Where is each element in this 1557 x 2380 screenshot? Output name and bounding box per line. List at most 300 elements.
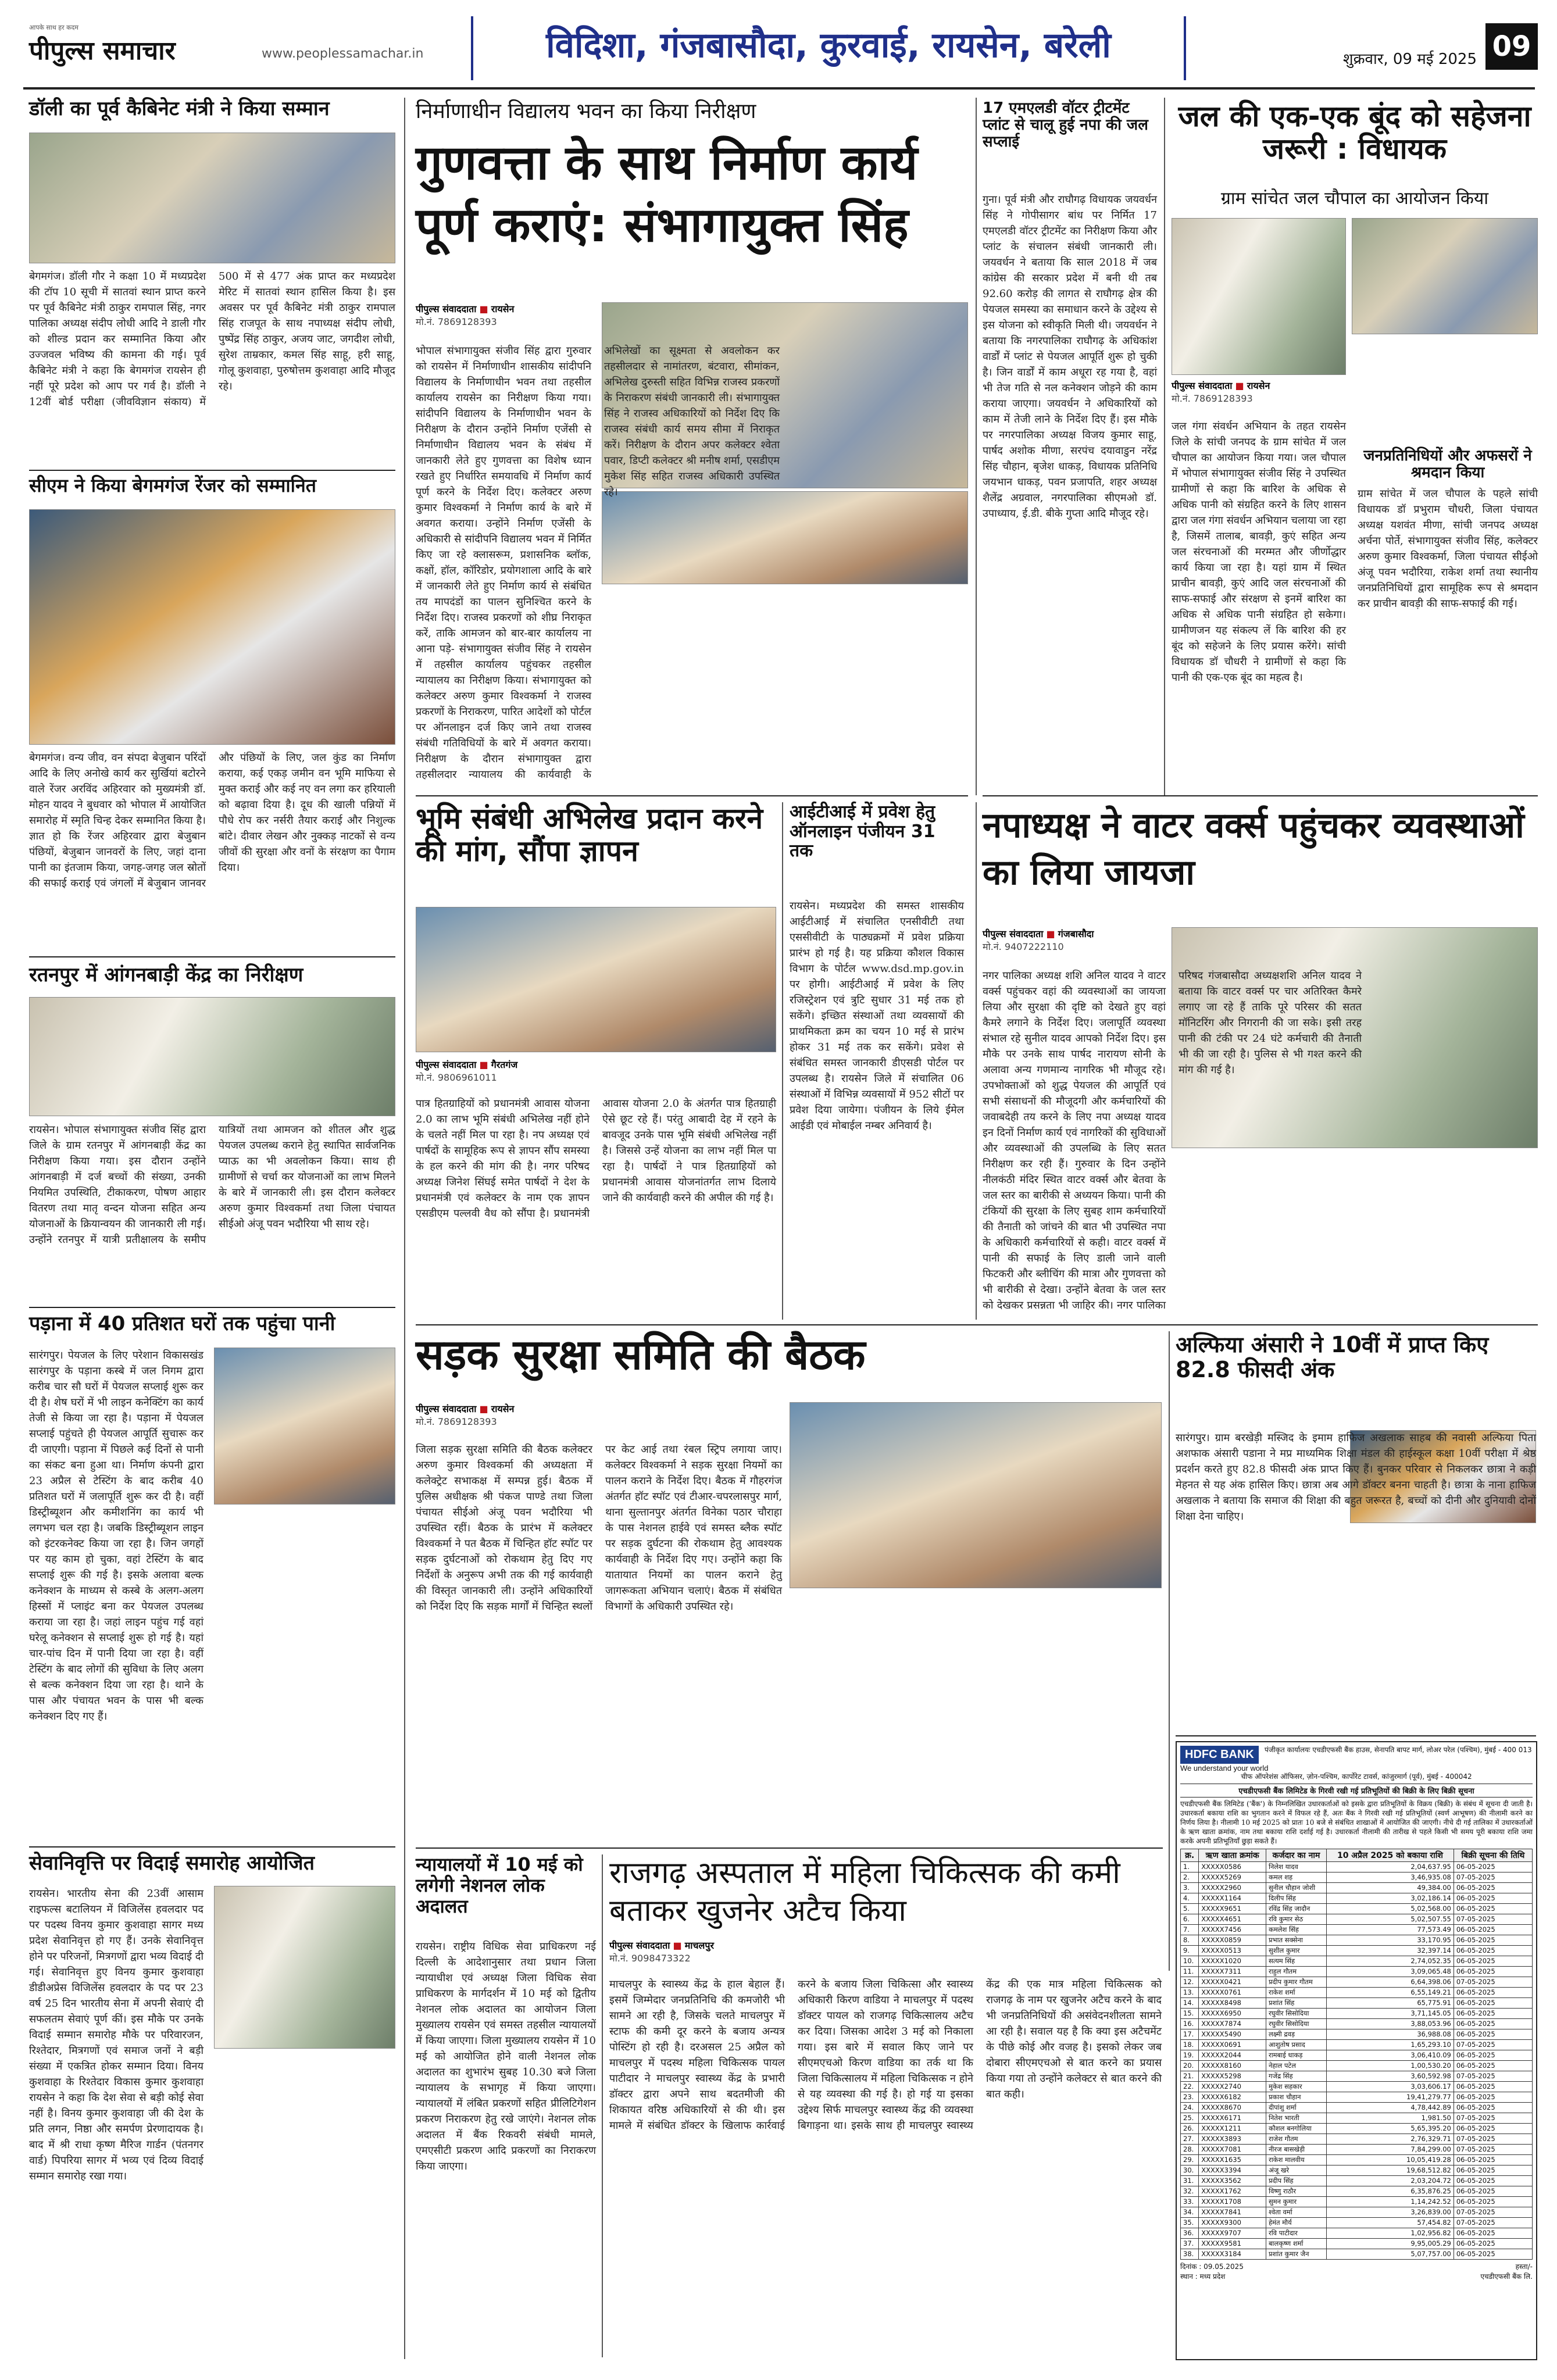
loan-table-cell: 21. (1181, 2071, 1199, 2081)
loan-table-cell: 06-05-2025 (1454, 1903, 1532, 1914)
loan-table-cell: लक्ष्मी द्रवड़ (1266, 2029, 1326, 2039)
a4-body-a (29, 1348, 203, 1842)
loan-table-cell: 11. (1181, 1966, 1199, 1977)
ww-phone: मो.नं. 9407222110 (983, 941, 1064, 952)
jal-body-cont (1352, 340, 1538, 445)
loan-table-cell: XXXXX3562 (1199, 2175, 1266, 2186)
loan-table-cell: XXXXX2740 (1199, 2081, 1266, 2092)
loan-table-cell: 3,03,606.17 (1327, 2081, 1454, 2092)
loan-table-header: 10 अप्रैल 2025 को बकाया राशि (1327, 1849, 1454, 1861)
loan-table-cell: XXXXX1635 (1199, 2154, 1266, 2165)
loan-table-row (1181, 1924, 1533, 1935)
masthead (0, 0, 1557, 99)
ww-headline: नपाध्यक्ष ने वाटर वर्क्स पहुंचकर व्यवस्थाओं का लिया जायजा (983, 805, 1524, 893)
loan-table-cell: रामबाई धाकड़ (1266, 2050, 1326, 2060)
loan-table-cell: 33. (1181, 2196, 1199, 2207)
loan-table-cell: XXXXX3893 (1199, 2134, 1266, 2144)
rule (29, 1307, 395, 1308)
notice-sign: एचडीएफसी बैंक लि. (1480, 2272, 1533, 2281)
loan-table-row (1181, 2165, 1533, 2175)
loan-table-cell: 16. (1181, 2018, 1199, 2029)
loan-table-row (1181, 1914, 1533, 1924)
loan-table-cell: 07-05-2025 (1454, 1872, 1532, 1882)
a3-headline: रतनपुर में आंगनबाड़ी केंद्र का निरीक्षण (29, 963, 303, 987)
ww-byline-org: पीपुल्स संवाददाता (983, 928, 1044, 939)
loan-table-cell: कौशल बनगोलिया (1266, 2123, 1326, 2134)
loan-table-row (1181, 2217, 1533, 2228)
loan-table-row (1181, 2071, 1533, 2081)
loan-table-row (1181, 2113, 1533, 2123)
loan-table-cell: प्रशांत कुमार जैन (1266, 2249, 1326, 2259)
loan-table-cell: 06-05-2025 (1454, 2238, 1532, 2249)
loan-table-cell: 25. (1181, 2113, 1199, 2123)
loan-table-cell: XXXXX0691 (1199, 2039, 1266, 2050)
loan-table-cell: 17. (1181, 2029, 1199, 2039)
loan-table-cell: 5,02,507.55 (1327, 1914, 1454, 1924)
bank-tagline: We understand your world (1180, 1764, 1269, 1773)
loan-table-cell: 3,71,145.05 (1327, 2008, 1454, 2018)
loan-table-cell: रघुवीर सिसोदिया (1266, 2008, 1326, 2018)
jal-byline-org: पीपुल्स संवाददाता (1172, 380, 1233, 391)
loan-table-cell: XXXXX9707 (1199, 2228, 1266, 2238)
loan-table-cell: 5,65,395.20 (1327, 2123, 1454, 2134)
loan-table-cell: विष्णु राठौर (1266, 2186, 1326, 2196)
loan-table-row (1181, 1966, 1533, 1977)
region-banner-text: विदिशा, गंजबासौदा, कुरवाई, रायसेन, बरेली (546, 25, 1111, 66)
rule (416, 1847, 1163, 1849)
loan-table-cell: 1,00,530.20 (1327, 2060, 1454, 2071)
loan-table-cell: 57,454.82 (1327, 2217, 1454, 2228)
loan-table-cell: 2. (1181, 1872, 1199, 1882)
loan-table-cell: सुशील कुमार (1266, 1945, 1326, 1956)
loan-table-cell: XXXXX1020 (1199, 1956, 1266, 1966)
loan-table-cell: XXXXX7456 (1199, 1924, 1266, 1935)
loan-table-row (1181, 2154, 1533, 2165)
a5-headline: सेवानिवृत्ति पर विदाई समारोह आयोजित (29, 1852, 315, 1875)
a1-body: बेगमगंज। डॉली गौर ने कक्षा 10 में मध्यप्रदेश की टॉप 10 सूची में सातवां स्थान प्राप्त करने पर पूर्व कैबिनेट मंत्री ठाकुर रामपाल सिंह, नगर पालिका अध्यक्ष संदीप लोधी आदि ने डाली गौर को शील्ड प्रदान कर सम्मानित किया और उज्जवल भविष्य की कामना की गई। पूर्व कैबिनेट मंत्री ने कहा कि बेगमगंज रायसेन ही नहीं पूरे प्रदेश को आप पर गर्व है। डॉली ने 12वीं बोर्ड परीक्षा (जीवविज्ञान संकाय) में 500 में से 477 अंक प्राप्त कर मध्यप्रदेश मेरिट में सातवां स्थान हासिल किया है। इस अवसर पर पूर्व कैबिनेट मंत्री ठाकुर रामपाल सिंह राजपूत के साथ नपाध्यक्ष संदीप लोधी, पुष्पेंद्र सिंह ठाकुर, अजय जाट, जगदीश लोधी, सुरेश ताम्रकार, कमल सिंह साहू, हरी साहू, गोलू कुशवाहा, पुरुषोत्तम कुशवाहा आदि मौजूद रहे। (29, 270, 395, 408)
loan-table-cell: 2,04,637.95 (1327, 1861, 1454, 1872)
loan-table-cell: XXXXX5298 (1199, 2071, 1266, 2081)
land-photo (416, 907, 776, 1052)
column-divider (404, 98, 405, 2359)
loan-table-cell: 06-05-2025 (1454, 2165, 1532, 2175)
loan-table-cell: राहुल गौतम (1266, 1966, 1326, 1977)
loan-table-row (1181, 2228, 1533, 2238)
loan-table-cell: 19. (1181, 2050, 1199, 2060)
a5-body: रायसेन। भारतीय सेना की 23वीं आसाम राइफल्स बटालियन में विजिलेंस हवलदार पद पर पदस्थ विनय कुमार कुशवाहा सागर मध्य प्रदेश सेवानिवृत्त हो गए हैं। उनके सेवानिवृत्त होने पर परिजनों, मित्रगणों द्वारा भव्य विदाई दी गई। सेवानिवृत्त हुए विनय कुमार कुशवाहा डीडीअप्रेस विजिलेंस हवलदार के पद पर 23 वर्ष 25 दिन भारतीय सेना में अपनी सेवाएं दी सफलतम सेवाएं पूर्ण कीं। इस मौके पर उनके विदाई सम्मान समारोह मौके पर परिवारजन, रिश्तेदार, मित्रगणों एवं समाज जनों ने बड़ी संख्या में एकत्रित होकर सम्मान दिया। विनय कुशवाहा के रिश्तेदार विकास कुमार कुशवाहा रायसेन ने कहा कि देश सेवा से बड़ी कोई सेवा नहीं है। विनय कुमार कुशवाहा जी की देश के प्रति लगन, निष्ठा और समर्पण प्रेरणादायक है। बाद में श्री राधा कृष्ण मैरिज गार्डन (पंतनगर वार्ड) पिपरिया सागर में भव्य एवं दिव्य विदाई सम्मान समारोह रखा गया। (29, 1888, 203, 2182)
loan-table-row (1181, 2018, 1533, 2029)
loan-table-cell: XXXXX0859 (1199, 1935, 1266, 1945)
loan-table-cell: 3. (1181, 1882, 1199, 1893)
loan-table-cell: गजेंद्र सिंह (1266, 2071, 1326, 2081)
loan-table (1180, 1849, 1533, 2260)
a4-body: सारंगपुर। पेयजल के लिए परेशान विकासखंड सारंगपुर के पड़ाना कस्बे में जल निगम द्वारा करीब चार सौ घरों में पेयजल सप्लाई शुरू कर दी है। शेष घरों में भी लाइन कनेक्टिंग का कार्य तेजी से किया जा रहा है। पड़ाना में पेयजल सप्लाई पहुंचते ही पेयजल आपूर्ति सुचारू कर दी जाएगी। पड़ाना में पिछले कई दिनों से पानी का संकट बना हुआ था। निर्माण कंपनी द्वारा 23 अप्रैल से टेस्टिंग के बाद करीब 40 प्रतिशत घरों में जलापूर्ति शुरू कर दी है। वहीं डिस्ट्रीब्यूशन और कमीशनिंग का कार्य भी लगभग चल रहा है। जबकि डिस्ट्रीब्यूशन लाइन को इंटरकनेक्ट किया जा रहा है। जिन जगहों पर यह काम हो चुका, वहां टेस्टिंग के बाद सप्लाई शुरू की गई है। इसके अलावा बल्क कनेक्शन के माध्यम से कस्बे के अलग-अलग हिस्सों में प्लाइंट बना कर पेयजल उपलब्ध कराया जा रहा है। जहां लाइन पहुंच गई वहां घरेलू कनेक्शन से सप्लाई शुरू हो गई है। यहां चार-पांच दिन में पानी दिया जा रहा है। वहीं टेस्टिंग के बाद लोगों की सुविधा के लिए अलग से बल्क कनेक्शन दिया जा रहा है। थाने के पास और पंचायत भवन के पास भी बल्क कनेक्शन दिए गए हैं। (29, 1349, 203, 1723)
loan-table-row (1181, 1977, 1533, 1987)
loan-table-cell: XXXXX8498 (1199, 1997, 1266, 2008)
a5-body-wrap (29, 1886, 203, 2357)
loan-table-cell: 07-05-2025 (1454, 2039, 1532, 2050)
loan-table-cell: 10,05,419.28 (1327, 2154, 1454, 2165)
lok-headline: न्यायालयों में 10 मई को लगेगी नेशनल लोक अदालत (416, 1853, 583, 1917)
notice-sign-label: हस्ता/- (1515, 2262, 1533, 2271)
loan-table-cell: 3,02,186.14 (1327, 1893, 1454, 1903)
loan-table-cell: 28. (1181, 2144, 1199, 2154)
loan-table-cell: 06-05-2025 (1454, 1987, 1532, 1997)
loan-table-row (1181, 1861, 1533, 1872)
loan-table-cell: 06-05-2025 (1454, 2092, 1532, 2102)
loan-table-header: क्र. (1181, 1849, 1199, 1861)
notice-date: दिनांक : 09.05.2025 (1180, 2262, 1244, 2271)
loan-table-cell: बालकृष्ण शर्मा (1266, 2238, 1326, 2249)
jal-box-title: जनप्रतिनिधियों और अफसरों ने श्रमदान किया (1363, 447, 1532, 482)
loan-table-row (1181, 1935, 1533, 1945)
hosp-byline-org: पीपुल्स संवाददाता (609, 1940, 670, 1951)
loan-table-cell: राकेश शर्मा (1266, 1987, 1326, 1997)
loan-table-cell: 65,775.91 (1327, 1997, 1454, 2008)
loan-table-cell: 77,573.49 (1327, 1924, 1454, 1935)
website[interactable]: www.peoplessamachar.in (262, 47, 424, 61)
loan-table-row (1181, 2081, 1533, 2092)
loan-table-cell: 06-05-2025 (1454, 2050, 1532, 2060)
loan-table-cell: 06-05-2025 (1454, 2102, 1532, 2113)
rule (1176, 1735, 1536, 1736)
loan-table-cell: 5. (1181, 1903, 1199, 1914)
loan-table-cell: XXXXX7874 (1199, 2018, 1266, 2029)
loan-table-cell: 5,02,568.00 (1327, 1903, 1454, 1914)
loan-table-cell: XXXXX6950 (1199, 2008, 1266, 2018)
loan-table-cell: 1,02,956.82 (1327, 2228, 1454, 2238)
loan-table-row (1181, 1987, 1533, 1997)
loan-table-cell: XXXXX7841 (1199, 2207, 1266, 2217)
lead-byline: पीपुल्स संवाददाता ■ रायसेन मो.नं. 7869128393 (416, 302, 590, 337)
jal-byline-place: रायसेन (1247, 380, 1270, 391)
loan-table-cell: प्रदीप सिंह (1266, 2175, 1326, 2186)
loan-table-cell: 19,41,279.77 (1327, 2092, 1454, 2102)
loan-table-cell: सुनील चौहान जोशी (1266, 1882, 1326, 1893)
loan-table-cell: XXXXX5269 (1199, 1872, 1266, 1882)
loan-table-row (1181, 2092, 1533, 2102)
loan-table-cell: 06-05-2025 (1454, 1935, 1532, 1945)
ww-byline: पीपुल्स संवाददाता ■ गंजबासौदा मो.नं. 9407222110 (983, 927, 1169, 962)
road-body-cont (790, 1596, 1162, 1843)
rule (29, 956, 395, 957)
ww-body-cont (1172, 1154, 1538, 1320)
rule (983, 795, 1538, 796)
land-headline: भूमि संबंधी अभिलेख प्रदान करने की मांग, सौंपा ज्ञापन (416, 802, 763, 868)
loan-table-header: कर्जदार का नाम (1266, 1849, 1326, 1861)
loan-table-row (1181, 2144, 1533, 2154)
loan-table-row (1181, 1956, 1533, 1966)
loan-table-cell: 06-05-2025 (1454, 1893, 1532, 1903)
loan-table-cell: श्वेता वर्मा (1266, 2207, 1326, 2217)
loan-table-cell: 5,07,757.00 (1327, 2249, 1454, 2259)
loan-table-cell: XXXXX8160 (1199, 2060, 1266, 2071)
loan-table-cell: 49,384.00 (1327, 1882, 1454, 1893)
jal-byline: पीपुल्स संवाददाता ■ रायसेन मो.नं. 7869128393 (1172, 379, 1346, 414)
a4-photo (214, 1348, 395, 1505)
loan-table-row (1181, 2249, 1533, 2259)
loan-table-cell: कमल शह (1266, 1872, 1326, 1882)
loan-table-cell: 06-05-2025 (1454, 1956, 1532, 1966)
loan-table-cell: प्रदीप कुमार गौतम (1266, 1977, 1326, 1987)
loan-table-cell: 06-05-2025 (1454, 1882, 1532, 1893)
hosp-byline: पीपुल्स संवाददाता ■ माचलपुर मो.नं. 9098473322 (609, 1939, 790, 1974)
loan-table-cell: हेमंत मौर्य (1266, 2217, 1326, 2228)
loan-table-cell: 6,64,398.06 (1327, 1977, 1454, 1987)
loan-table-cell: 32. (1181, 2186, 1199, 2196)
loan-table-row (1181, 1872, 1533, 1882)
lok-body: रायसेन। राष्ट्रीय विधिक सेवा प्राधिकरण नई दिल्ली के आदेशानुसार तथा प्रधान जिला न्यायाधीश एवं अध्यक्ष जिला विधिक सेवा प्राधिकरण के मार्गदर्शन में 10 मई को द्वितीय नेशनल लोक अदालत का आयोजन जिला मुख्यालय रायसेन एवं समस्त तहसील न्यायालयों में किया जाएगा। जिला मुख्यालय रायसेन में 10 मई को आयोजित होने वाली नेशनल लोक अदालत का शुभारंभ सुबह 10.30 बजे जिला न्यायालय के सभागृह में किया जाएगा। न्यायालयों में लंबित प्रकरणों सहित प्रीलिटिगेशन प्रकरण निराकरण हेतु रखे जाएंगे। नेशनल लोक अदालत में बैंक रिकवरी संबंधी मामले, एमएसीटी प्रकरण आदि प्रकरणों का निराकरण किया जाएगा। (416, 1941, 597, 2172)
rule (29, 470, 395, 471)
loan-table-cell: रविंद्र सिंह जादौन (1266, 1903, 1326, 1914)
loan-table-cell: 06-05-2025 (1454, 2249, 1532, 2259)
loan-table-cell: 3,06,410.09 (1327, 2050, 1454, 2060)
jal-photo-1 (1172, 218, 1346, 375)
loan-table-row (1181, 1903, 1533, 1914)
logo-text: पीपुल्स समाचार (29, 36, 176, 66)
lead-kicker: निर्माणाधीन विद्यालय भवन का किया निरीक्षण (416, 99, 756, 123)
loan-table-cell: XXXXX6182 (1199, 2092, 1266, 2102)
loan-table-row (1181, 1882, 1533, 1893)
loan-table-cell: 10. (1181, 1956, 1199, 1966)
road-byline-place: रायसेन (491, 1403, 515, 1414)
column-divider (1164, 98, 1165, 795)
loan-table-cell: 3,60,592.98 (1327, 2071, 1454, 2081)
loan-table-cell: नितेश भारती (1266, 2113, 1326, 2123)
road-headline: सड़क सुरक्षा समिति की बैठक (416, 1330, 866, 1379)
lead-byline-place: रायसेन (491, 303, 515, 315)
edition-date: शुक्रवार, 09 मई 2025 (1342, 51, 1477, 68)
loan-table-cell: रघुवीर सिसोदिया (1266, 2018, 1326, 2029)
a4-headline: पड़ाना में 40 प्रतिशत घरों तक पहुंचा पानी (29, 1312, 335, 1335)
loan-table-cell: 36,988.08 (1327, 2029, 1454, 2039)
loan-table-cell: 06-05-2025 (1454, 2154, 1532, 2165)
loan-table-cell: 07-05-2025 (1454, 2144, 1532, 2154)
land-body: पात्र हितग्राहियों को प्रधानमंत्री आवास योजना 2.0 का लाभ भूमि संबंधी अभिलेख नहीं होने के चलते नहीं मिल पा रहा है। नप अध्यक्ष एवं पार्षदों के सामूहिक रूप से ज्ञापन सौंप समस्या के हल करने की मांग की है। नगर परिषद अध्यक्ष जिनेश सिंघई समेत पार्षदों ने देश के प्रधानमंत्री एवं कलेक्टर के नाम एक ज्ञापन एसडीएम पल्लवी वैध को सौंपा है। प्रधानमंत्री आवास योजना 2.0 के अंतर्गत पात्र हितग्राही ऐसे छूट रहे हैं। परंतु आबादी देह में रहने के बावजूद उनके पास भूमि संबंधी अभिलेख नहीं है। जिससे उन्हें योजना का लाभ नहीं मिल पा रहा है। पार्षदों ने पात्र हितग्राहियों को प्रधानमंत्री आवास योजनांतर्गत लाभ दिलाये जाने की कार्यवाही करने की अपील की गई है। (416, 1098, 776, 1220)
road-byline: पीपुल्स संवाददाता ■ रायसेन मो.नं. 7869128393 (416, 1402, 596, 1437)
loan-table-cell: 06-05-2025 (1454, 2018, 1532, 2029)
loan-table-cell: XXXXX0513 (1199, 1945, 1266, 1956)
lead-headline: गुणवत्ता के साथ निर्माण कार्य पूर्ण कराएं: संभागायुक्त सिंह (416, 135, 918, 253)
loan-table-cell: कमलेश सिंह (1266, 1924, 1326, 1935)
loan-table-cell: 15. (1181, 2008, 1199, 2018)
loan-table-cell: 8. (1181, 1935, 1199, 1945)
loan-table-cell: XXXXX0761 (1199, 1987, 1266, 1997)
loan-table-cell: प्रशांत सिंह (1266, 1997, 1326, 2008)
lead-byline-org: पीपुल्स संवाददाता (416, 303, 477, 315)
loan-table-cell: XXXXX5490 (1199, 2029, 1266, 2039)
road-byline-org: पीपुल्स संवाददाता (416, 1403, 477, 1414)
loan-table-cell: 33,170.95 (1327, 1935, 1454, 1945)
loan-table-row (1181, 1893, 1533, 1903)
loan-table-cell: मुकेश सहकार (1266, 2081, 1326, 2092)
a2-headline: सीएम ने किया बेगमगंज रेंजर को सम्मानित (29, 474, 316, 496)
loan-table-cell: 14. (1181, 1997, 1199, 2008)
loan-table-cell: 20. (1181, 2060, 1199, 2071)
loan-table-cell: XXXXX4651 (1199, 1914, 1266, 1924)
loan-table-cell: दिलीप सिंह (1266, 1893, 1326, 1903)
hosp-phone: मो.नं. 9098473322 (609, 1953, 691, 1964)
loan-table-cell: प्रकाश चौहान (1266, 2092, 1326, 2102)
loan-table-cell: XXXXX9581 (1199, 2238, 1266, 2249)
a1-photo (29, 133, 395, 263)
a3-photo (29, 997, 395, 1116)
land-byline: पीपुल्स संवाददाता ■ गैरतगंज मो.नं. 9806961011 (416, 1058, 590, 1093)
loan-table-cell: 38. (1181, 2249, 1199, 2259)
loan-table-cell: 07-05-2025 (1454, 1977, 1532, 1987)
jal-box (1358, 448, 1538, 791)
loan-table-cell: राकेश मालवीय (1266, 2154, 1326, 2165)
loan-table-cell: 06-05-2025 (1454, 2175, 1532, 2186)
loan-table-cell: 07-05-2025 (1454, 2207, 1532, 2217)
loan-table-cell: XXXXX1708 (1199, 2196, 1266, 2207)
loan-table-cell: 07-05-2025 (1454, 2113, 1532, 2123)
loan-table-cell: 19,68,512.82 (1327, 2165, 1454, 2175)
bank-name: HDFC BANK (1185, 1748, 1254, 1761)
masthead-rule (23, 87, 1535, 90)
a3-body: रायसेन। भोपाल संभागायुक्त संजीव सिंह द्वारा जिले के ग्राम रतनपुर में आंगनबाड़ी केंद्र का निरीक्षण किया गया। इस दौरान उन्होंने आंगनबाड़ी में दर्ज बच्चों की संख्या, उनकी नियमित उपस्थिति, टीकाकरण, पोषण आहार वितरण तथा मातृ वन्दन योजना सहित अन्य योजनाओं के क्रियान्वयन की जानकारी ली गई। उन्होंने रतनपुर में यात्री प्रतीक्षालय के समीप यात्रियों तथा आमजन को शीतल और शुद्ध पेयजल उपलब्ध कराने हेतु स्थापित सार्वजनिक प्याऊ का भी अवलोकन किया। साथ ही ग्रामीणों से चर्चा कर योजनाओं का लाभ मिलने के बारे में जानकारी ली। इस दौरान कलेक्टर अरुण कुमार विश्वकर्मा तथा जिला पंचायत सीईओ अंजू पवन भदौरिया भी साथ रहे। (29, 1124, 395, 1246)
loan-table-cell: XXXXX1164 (1199, 1893, 1266, 1903)
lead-phone: मो.नं. 7869128393 (416, 316, 497, 327)
loan-table-cell: नीरज बासखेड़ी (1266, 2144, 1326, 2154)
loan-table-cell: 6. (1181, 1914, 1199, 1924)
bank-office-address: पंजीकृत कार्यालयः एचडीएफसी बैंक हाउस, सेनापति बापट मार्ग, लोअर परेल (पश्चिम), मुंबई - 400 013 (1264, 1746, 1532, 1754)
column-divider (782, 802, 783, 1320)
loan-table-cell: 9. (1181, 1945, 1199, 1956)
loan-table-cell: 30. (1181, 2165, 1199, 2175)
loan-table-cell: रवि पाटीदार (1266, 2228, 1326, 2238)
lead-body: भोपाल संभागायुक्त संजीव सिंह द्वारा गुरुवार को रायसेन में निर्माणाधीन शासकीय सांदीपनि विद्यालय के निर्माणाधीन भवन तथा तहसील कार्यालय रायसेन का निरीक्षण किया गया। सांदीपनि विद्यालय के निर्माणाधीन भवन के निरीक्षण के दौरान उन्होंने निर्माण एजेंसी से निर्माणाधीन विद्यालय भवन के संबंध में जानकारी लेते हुए गुणवत्ता का विशेष ध्यान रखते हुए निर्धारित समयावधि में निर्माण कार्य पूर्ण करने के निर्देश दिए। कलेक्टर अरुण कुमार विश्वकर्मा ने निर्माण कार्य के बारे में अवगत कराया। उन्होंने निर्माण एजेंसी के अधिकारी से सांदीपनि विद्यालय भवन में निर्मित किए जा रहे क्लासरूम, प्रशासनिक ब्लॉक, कक्षों, हॉल, कॉरिडोर, प्रयोगशाला आदि के बारे में जानकारी लेते हुए निर्माण कार्य से संबंधित तय मापदंडों का पालन सुनिश्चित करने के निर्देश दिए। राजस्व प्रकरणों को शीघ्र निराकृत करें, ताकि आमजन को बार-बार कार्यालय ना आना पड़े- संभागायुक्त संजीव सिंह ने रायसेन में तहसील कार्यालय पहुंचकर तहसील न्यायालय का निरीक्षण किया। संभागायुक्त को कलेक्टर अरुण कुमार विश्वकर्मा ने राजस्व प्रकरणों के निराकरण, पारित आदेशों को पोर्टल पर ऑनलाइन दर्ज किए जाने तथा राजस्व संबंधी गतिविधियों के बारे में अवगत कराया। निरीक्षण के दौरान संभागायुक्त द्वारा तहसीलदार न्यायालय की कार्यवाही के अभिलेखों का सूक्ष्मता से अवलोकन कर तहसीलदार से नामांतरण, बंटवारा, सीमांकन, अभिलेख दुरुस्ती सहित विभिन्न राजस्व प्रकरणों के निराकरण संबंधी जानकारी ली। संभागायुक्त सिंह ने राजस्व अधिकारियों को निर्देश दिए कि राजस्व संबंधी कार्य समय सीमा में निराकृत करें। निरीक्षण के दौरान अपर कलेक्टर श्वेता पवार, डिप्टी कलेक्टर श्री मनीष शर्मा, एसडीएम मुकेश सिंह सहित राजस्व अधिकारी उपस्थित रहे। (416, 345, 780, 781)
bank-logo (1180, 1746, 1259, 1764)
hosp-headline: राजगढ़ अस्पताल में महिला चिकित्सक की कमी बताकर खुजनेर अटैच किया (609, 1856, 1120, 1928)
column-divider (976, 98, 977, 795)
ww-byline-place: गंजबासौदा (1058, 928, 1094, 939)
loan-table-row (1181, 2008, 1533, 2018)
loan-table-cell: 1,65,293.10 (1327, 2039, 1454, 2050)
land-byline-org: पीपुल्स संवाददाता (416, 1059, 477, 1070)
loan-table-cell: 06-05-2025 (1454, 2196, 1532, 2207)
loan-table-cell: 23. (1181, 2092, 1199, 2102)
jal-headline: जल की एक-एक बूंद को सहेजना जरूरी : विधायक (1178, 99, 1531, 166)
loan-table-row (1181, 2050, 1533, 2060)
loan-table-cell: आशुतोष प्रसाद (1266, 2039, 1326, 2050)
loan-table-cell: 36. (1181, 2228, 1199, 2238)
loan-table-cell: XXXXX1211 (1199, 2123, 1266, 2134)
loan-table-cell: सत्यम सिंह (1266, 1956, 1326, 1966)
loan-table-cell: 12. (1181, 1977, 1199, 1987)
loan-table-row (1181, 2060, 1533, 2071)
loan-table-cell: XXXXX3184 (1199, 2249, 1266, 2259)
loan-table-cell: 31. (1181, 2175, 1199, 2186)
alfiya-headline: अल्फिया अंसारी ने 10वीं में प्राप्त किए 82.8 फीसदी अंक (1176, 1332, 1489, 1382)
loan-table-cell: 6,35,876.25 (1327, 2186, 1454, 2196)
loan-table-cell: 1. (1181, 1861, 1199, 1872)
notice-body: एचडीएफसी बैंक लिमिटेड ('बैंक') के निम्नलिखित उधारकर्ताओं को इसके द्वारा प्रतिभूतियों के विक्रय (बिक्री) के संबंध में सूचना दी जाती है। उधारकर्ता बकाया राशि का भुगतान करने में विफल रहे हैं, अतः बैंक ने गिरवी रखी गई प्रतिभूतियों (स्वर्ण आभूषण) की नीलामी करने का निर्णय लिया है। नीलामी 10 मई 2025 को प्रातः 10 बजे से संबंधित शाखाओं में आयोजित की जाएगी। नीचे दी गई तालिका में उधारकर्ताओं के ऋण खाता क्रमांक, नाम तथा बकाया राशि दर्शाई गई है। उधारकर्ता नीलामी की तारीख से पहले किसी भी समय पूरी बकाया राशि जमा करके अपनी प्रतिभूतियाँ छुड़ा सकते हैं। (1180, 1799, 1533, 1846)
loan-table-cell: XXXXX7311 (1199, 1966, 1266, 1977)
loan-table-cell: 07-05-2025 (1454, 1914, 1532, 1924)
bank-notice (1176, 1741, 1537, 2360)
loan-table-cell: 34. (1181, 2207, 1199, 2217)
loan-table-row (1181, 2102, 1533, 2113)
loan-table-cell: XXXXX0421 (1199, 1977, 1266, 1987)
loan-table-cell: 9,95,005.29 (1327, 2238, 1454, 2249)
region-banner (471, 16, 1186, 80)
loan-table-cell: 1,981.50 (1327, 2113, 1454, 2123)
wtp-body: गुना। पूर्व मंत्री और राघौगढ़ विधायक जयवर्धन सिंह ने गोपीसागर बांध पर निर्मित 17 एमएलडी वॉटर ट्रीटमेंट का निरीक्षण किया और प्लांट के संचालन संबंधी जानकारी ली। जयवर्धन ने बताया कि साल 2018 में जब कांग्रेस की सरकार प्रदेश में बनी थी तब 92.60 करोड़ की लागत से राघौगढ़ क्षेत्र की पेयजल समस्या का समाधान करने के उद्देश्य से इस योजना को स्वीकृति मिली थी। जयवर्धन ने बताया कि नगरपालिका राघौगढ़ के अधिकांश वार्डों में प्लांट से पेयजल आपूर्ति शुरू हो चुकी है। जिन वार्डों में काम अधूरा रह गया है, वहां भी तेज गति से नल कनेक्शन जोड़ने की काम कराया जाएगा। जयवर्धन ने अधिकारियों को काम में तेजी लाने के निर्देश दिए हैं। इस मौके पर नगरपालिका अध्यक्ष विजय कुमार साहू, पार्षद अशोक मीणा, सरपंच दयावाडुन नरेंद्र सिंह चौहान, बृजेश धाकड़, विधायक प्रतिनिधि जयभान धाकड़, पवन प्रजापति, शहर अध्यक्ष शैलेंद्र अग्रवाल, नगरपालिका सीएमओ डॉ. उपाध्याय, ई.डी. बीके गुप्ता आदि मौजूद रहे। (983, 194, 1157, 520)
loan-table-cell: 35. (1181, 2217, 1199, 2228)
loan-table-cell: 4,78,442.89 (1327, 2102, 1454, 2113)
road-body: जिला सड़क सुरक्षा समिति की बैठक कलेक्टर अरुण कुमार विश्वकर्मा की अध्यक्षता में कलेक्ट्रेट सभाकक्ष में सम्पन्न हुई। बैठक में पुलिस अधीक्षक श्री पंकज पाण्डे तथा जिला पंचायत सीईओ अंजू पवन भदौरिया भी उपस्थित रहीं। बैठक के प्रारंभ में कलेक्टर विश्वकर्मा ने पत बैठक में चिन्हित हॉट स्पॉट पर सड़क दुर्घटनाओं को रोकथाम हेतु दिए गए निर्देशों के अनुरूप अभी तक की गई कार्यवाही की विस्तृत जानकारी ली। उन्होंने अधिकारियों को निर्देश दिए कि सड़क मार्गों में चिन्हित स्थलों पर केट आई तथा रंबल स्ट्रिप लगाया जाए। कलेक्टर विश्वकर्मा ने सड़क सुरक्षा नियमों का पालन कराने के निर्देश दिए। बैठक में गौहरगंज अंतर्गत हॉट स्पॉट एवं टीआर-चपरलासपुर मार्ग, थाना सुल्तानपुर अंतर्गत विनेका पठार चौराहा के पास नेशनल हाईवे एवं समस्त ब्लैक स्पॉट पर सड़क दुर्घटना की रोकथाम हेतु आवश्यक कार्यवाही के निर्देश दिए गए। उन्होंने कहा कि यातायात नियमों का पालन कराने हेतु जागरूकता अभियान चलाएं। बैठक में संबंधित विभागों के अधिकारी उपस्थित रहे। (416, 1443, 782, 1613)
loan-table-cell: 7,84,299.00 (1327, 2144, 1454, 2154)
land-byline-place: गैरतगंज (491, 1059, 518, 1070)
loan-table-cell: 24. (1181, 2102, 1199, 2113)
a2-body: बेगमगंज। वन्य जीव, वन संपदा बेजुबान परिंदों आदि के लिए अनोखे कार्य कर सुर्खियां बटोरने वाले रेंजर अरविंद अहिरवार को मुख्यमंत्री डॉ. मोहन यादव ने बुधवार को भोपाल में आयोजित समारोह में स्मृति चिन्ह देकर सम्मानित किया है। ज्ञात हो कि रेंजर अहिरवार द्वारा बेजुबान पंछियों, बेजुबान जानवरों के लिए, जहां दाना पानी का इंतजाम किया, जगह-जगह जल स्रोतों की सफाई कराई एवं जंगलों में बेजुबान जानवर और पंछियों के लिए, जल कुंड का निर्माण कराया, कई एकड़ जमीन वन भूमि माफिया से मुक्त कराई और कई नए वन लगा कर हरियाली को बढ़ावा दिया है। दूध की खाली पन्नियों में पौधे रोप कर नर्सरी तैयार कराई और निशुल्क बांटे। दीवार लेखन और नुक्कड़ नाटकों से वन्य जीवों की सुरक्षा और वनों के संरक्षण का पैगाम दिया। (29, 752, 395, 889)
notice-title: एचडीएफसी बैंक लिमिटेड के गिरवी रखी गई प्रतिभूतियों की बिक्री के लिए बिक्री सूचना (1180, 1784, 1533, 1797)
wtp-headline: 17 एमएलडी वॉटर ट्रीटमेंट प्लांट से चालू हुई नपा की जल सप्लाई (983, 99, 1148, 151)
loan-table-cell: 32,397.14 (1327, 1945, 1454, 1956)
loan-table-cell: XXXXX7081 (1199, 2144, 1266, 2154)
loan-table-row (1181, 1997, 1533, 2008)
loan-table-cell: 06-05-2025 (1454, 2008, 1532, 2018)
loan-table-cell: प्रभात सक्सेना (1266, 1935, 1326, 1945)
a2-photo (29, 509, 395, 745)
loan-table-cell: XXXXX2960 (1199, 1882, 1266, 1893)
loan-table-cell: 2,03,204.72 (1327, 2175, 1454, 2186)
loan-table-cell: 27. (1181, 2134, 1199, 2144)
loan-table-cell: राजेश गौतम (1266, 2134, 1326, 2144)
iti-body: रायसेन। मध्यप्रदेश की समस्त शासकीय आईटीआई में संचालित एनसीवीटी तथा एससीवीटी के पाठ्यक्रमों में प्रवेश प्रक्रिया प्रारंभ हो गई है। यह प्रक्रिया कौशल विकास विभाग के पोर्टल www.dsd.mp.gov.in पर होगी। आईटीआई में प्रवेश के लिए रजिस्ट्रेशन एवं त्रुटि सुधार 31 मई तक हो सकेंगे। इच्छित संस्थाओं तथा व्यवसायों की प्राथमिकता क्रम का चयन 10 मई से प्रारंभ होकर 31 मई तक कर सकेंगे। प्रवेश से संबंधित समस्त जानकारी डीएसडी पोर्टल पर उपलब्ध है। रायसेन जिले में संचालित 06 संस्थाओं में विभिन्न व्यवसायों में 952 सीटों पर प्रवेश दिया जायेगा। पंजीयन के लिये ईमेल आईडी एवं मोबाईल नम्बर अनिवार्य है। (790, 900, 964, 1132)
loan-table-cell: 1,14,242.52 (1327, 2196, 1454, 2207)
loan-table-cell: 18. (1181, 2039, 1199, 2050)
notice-place: स्थान : मध्य प्रदेश (1180, 2272, 1226, 2281)
loan-table-row (1181, 2123, 1533, 2134)
loan-table-cell: 07-05-2025 (1454, 2071, 1532, 2081)
loan-table-row (1181, 2238, 1533, 2249)
loan-table-cell: 22. (1181, 2081, 1199, 2092)
ww-body: नगर पालिका अध्यक्ष शशि अनिल यादव ने वाटर वर्क्स पहुंचकर वहां की व्यवस्थाओं का जायजा लिया और सुरक्षा की दृष्टि को देखते हुए वहां कैमरे लगाने के निर्देश दिए। जलापूर्ति व्यवस्था संभाल रहे सुनील यादव आपको निर्देश दिए। इस मौके पर उनके साथ पार्षद नारायण सोनी के अलावा अन्य गणमान्य नागरिक भी मौजूद रहे। उपभोक्ताओं को शुद्ध पेयजल की आपूर्ति एवं सभी संसाधनों की मौजूदगी और कर्मचारियों की जवाबदेही तय करने के लिए नपा अध्यक्ष यादव इन दिनों निर्माण कार्य एवं नागरिकों की सुविधाओं और व्यवस्थाओं की उपलब्धि के लिए सतत निरीक्षण कर रही हैं। गुरुवार के दिन उन्होंने नीलकंठी मंदिर स्थित वाटर वर्क्स और बेतवा के जल स्तर का बारीकी से अध्ययन किया। पानी की टंकियों की सुरक्षा के लिए सुबह शाम कर्मचारियों की तैनाती को जांचने की बात भी उपस्थित नपा के अधिकारी कर्मचारियों से कही। वाटर वर्क्स में पानी की सफाई के लिए डाली जाने वाली फिटकरी और ब्लीचिंग की मात्रा और गुणवत्ता को भी बारीकी से देखा। उन्होंने बेतवा के जल स्तर को देखकर प्रसन्नता भी जाहिर की। नगर पालिका (983, 970, 1166, 1311)
loan-table-cell: 26. (1181, 2123, 1199, 2134)
loan-table-cell: 3,88,053.96 (1327, 2018, 1454, 2029)
loan-table-cell: रवि कुमार सेठ (1266, 1914, 1326, 1924)
loan-table-cell: 37. (1181, 2238, 1199, 2249)
loan-table-header: ऋण खाता क्रमांक (1199, 1849, 1266, 1861)
loan-table-cell: 06-05-2025 (1454, 2123, 1532, 2134)
loan-table-cell: 06-05-2025 (1454, 2081, 1532, 2092)
loan-table-cell: अंजू खरे (1266, 2165, 1326, 2175)
loan-table-cell: 29. (1181, 2154, 1199, 2165)
road-photo (790, 1402, 1162, 1588)
loan-table-cell: XXXXX1762 (1199, 2186, 1266, 2196)
masthead-logo[interactable] (29, 23, 262, 70)
loan-table-cell: नेहाल पटेल (1266, 2060, 1326, 2071)
loan-table-row (1181, 2186, 1533, 2196)
loan-table-row (1181, 2175, 1533, 2186)
land-phone: मो.नं. 9806961011 (416, 1072, 497, 1083)
bank-branch-address: चीफ ऑपरेशंस ऑफिसर, ज़ोन-पश्चिम, कार्पोरेट टावर्स, कांजुरमार्ग (पूर्व), मुंबई - 400042 (1241, 1773, 1472, 1781)
loan-table-cell: सुमन कुमार (1266, 2196, 1326, 2207)
loan-table-row (1181, 2196, 1533, 2207)
loan-table-cell: 3,26,839.00 (1327, 2207, 1454, 2217)
jal-subhead: ग्राम सांचेत जल चौपाल का आयोजन किया (1220, 188, 1489, 209)
a5-photo (214, 1886, 395, 2049)
loan-table-cell: XXXXX8670 (1199, 2102, 1266, 2113)
loan-table-header: बिक्री सूचना की तिथि (1454, 1849, 1532, 1861)
iti-headline: आईटीआई में प्रवेश हेतु ऑनलाइन पंजीयन 31 तक (790, 802, 935, 862)
loan-table-cell: निलेश यादव (1266, 1861, 1326, 1872)
hosp-body: माचलपुर के स्वास्थ्य केंद्र के हाल बेहाल हैं। इसमें जिम्मेदार जनप्रतिनिधि की कमजोरी भी सामने आ रही है, जिसके चलते माचलपुर में स्टाफ की कमी दूर करने के बजाय अन्यत्र पोस्टिंग हो रही है। दरअसल 25 अप्रैल को माचलपुर में पदस्थ महिला चिकित्सक पायल पाटीदार ने माचलपुर स्वास्थ्य केंद्र के प्रभारी डॉक्टर द्वारा अपने साथ बदतमीजी की शिकायत वरिष्ठ अधिकारियों से की थी। इस मामले में संबंधित डॉक्टर के खिलाफ कार्रवाई करने के बजाय जिला चिकित्सा और स्वास्थ्य अधिकारी किरण वाडिया ने माचलपुर में पदस्थ डॉक्टर पायल को राजगढ़ चिकित्सालय अटैच कर दिया। जिसका आदेश 3 मई को निकाला गया। इस बारे में सवाल किए जाने पर सीएमएचओ किरण वाडिया का तर्क था कि जिला चिकित्सालय में महिला चिकित्सक न होने से यह व्यवस्था की गई है। हो गई या इसका उद्देश्य सिर्फ माचलपुर स्वास्थ्य केंद्र की व्यवस्था बिगाड़ना था। इसके साथ ही माचलपुर स्वास्थ्य केंद्र की एक मात्र महिला चिकित्सक को राजगढ़ के नाम पर खुजनेर अटैच करने के बाद भी जनप्रतिनिधियों की असंवेदनशीलता सामने आ रही है। सवाल यह है कि क्या इस अटैचमेंट के पीछे कोई और वजह है। इसको लेकर जब दोबारा सीएमएचओ से बात करने का प्रयास किया गया तो उन्होंने कलेक्टर से बात करने की बात कही। (609, 1978, 1162, 2132)
column-divider (976, 802, 977, 1320)
loan-table-row (1181, 2207, 1533, 2217)
